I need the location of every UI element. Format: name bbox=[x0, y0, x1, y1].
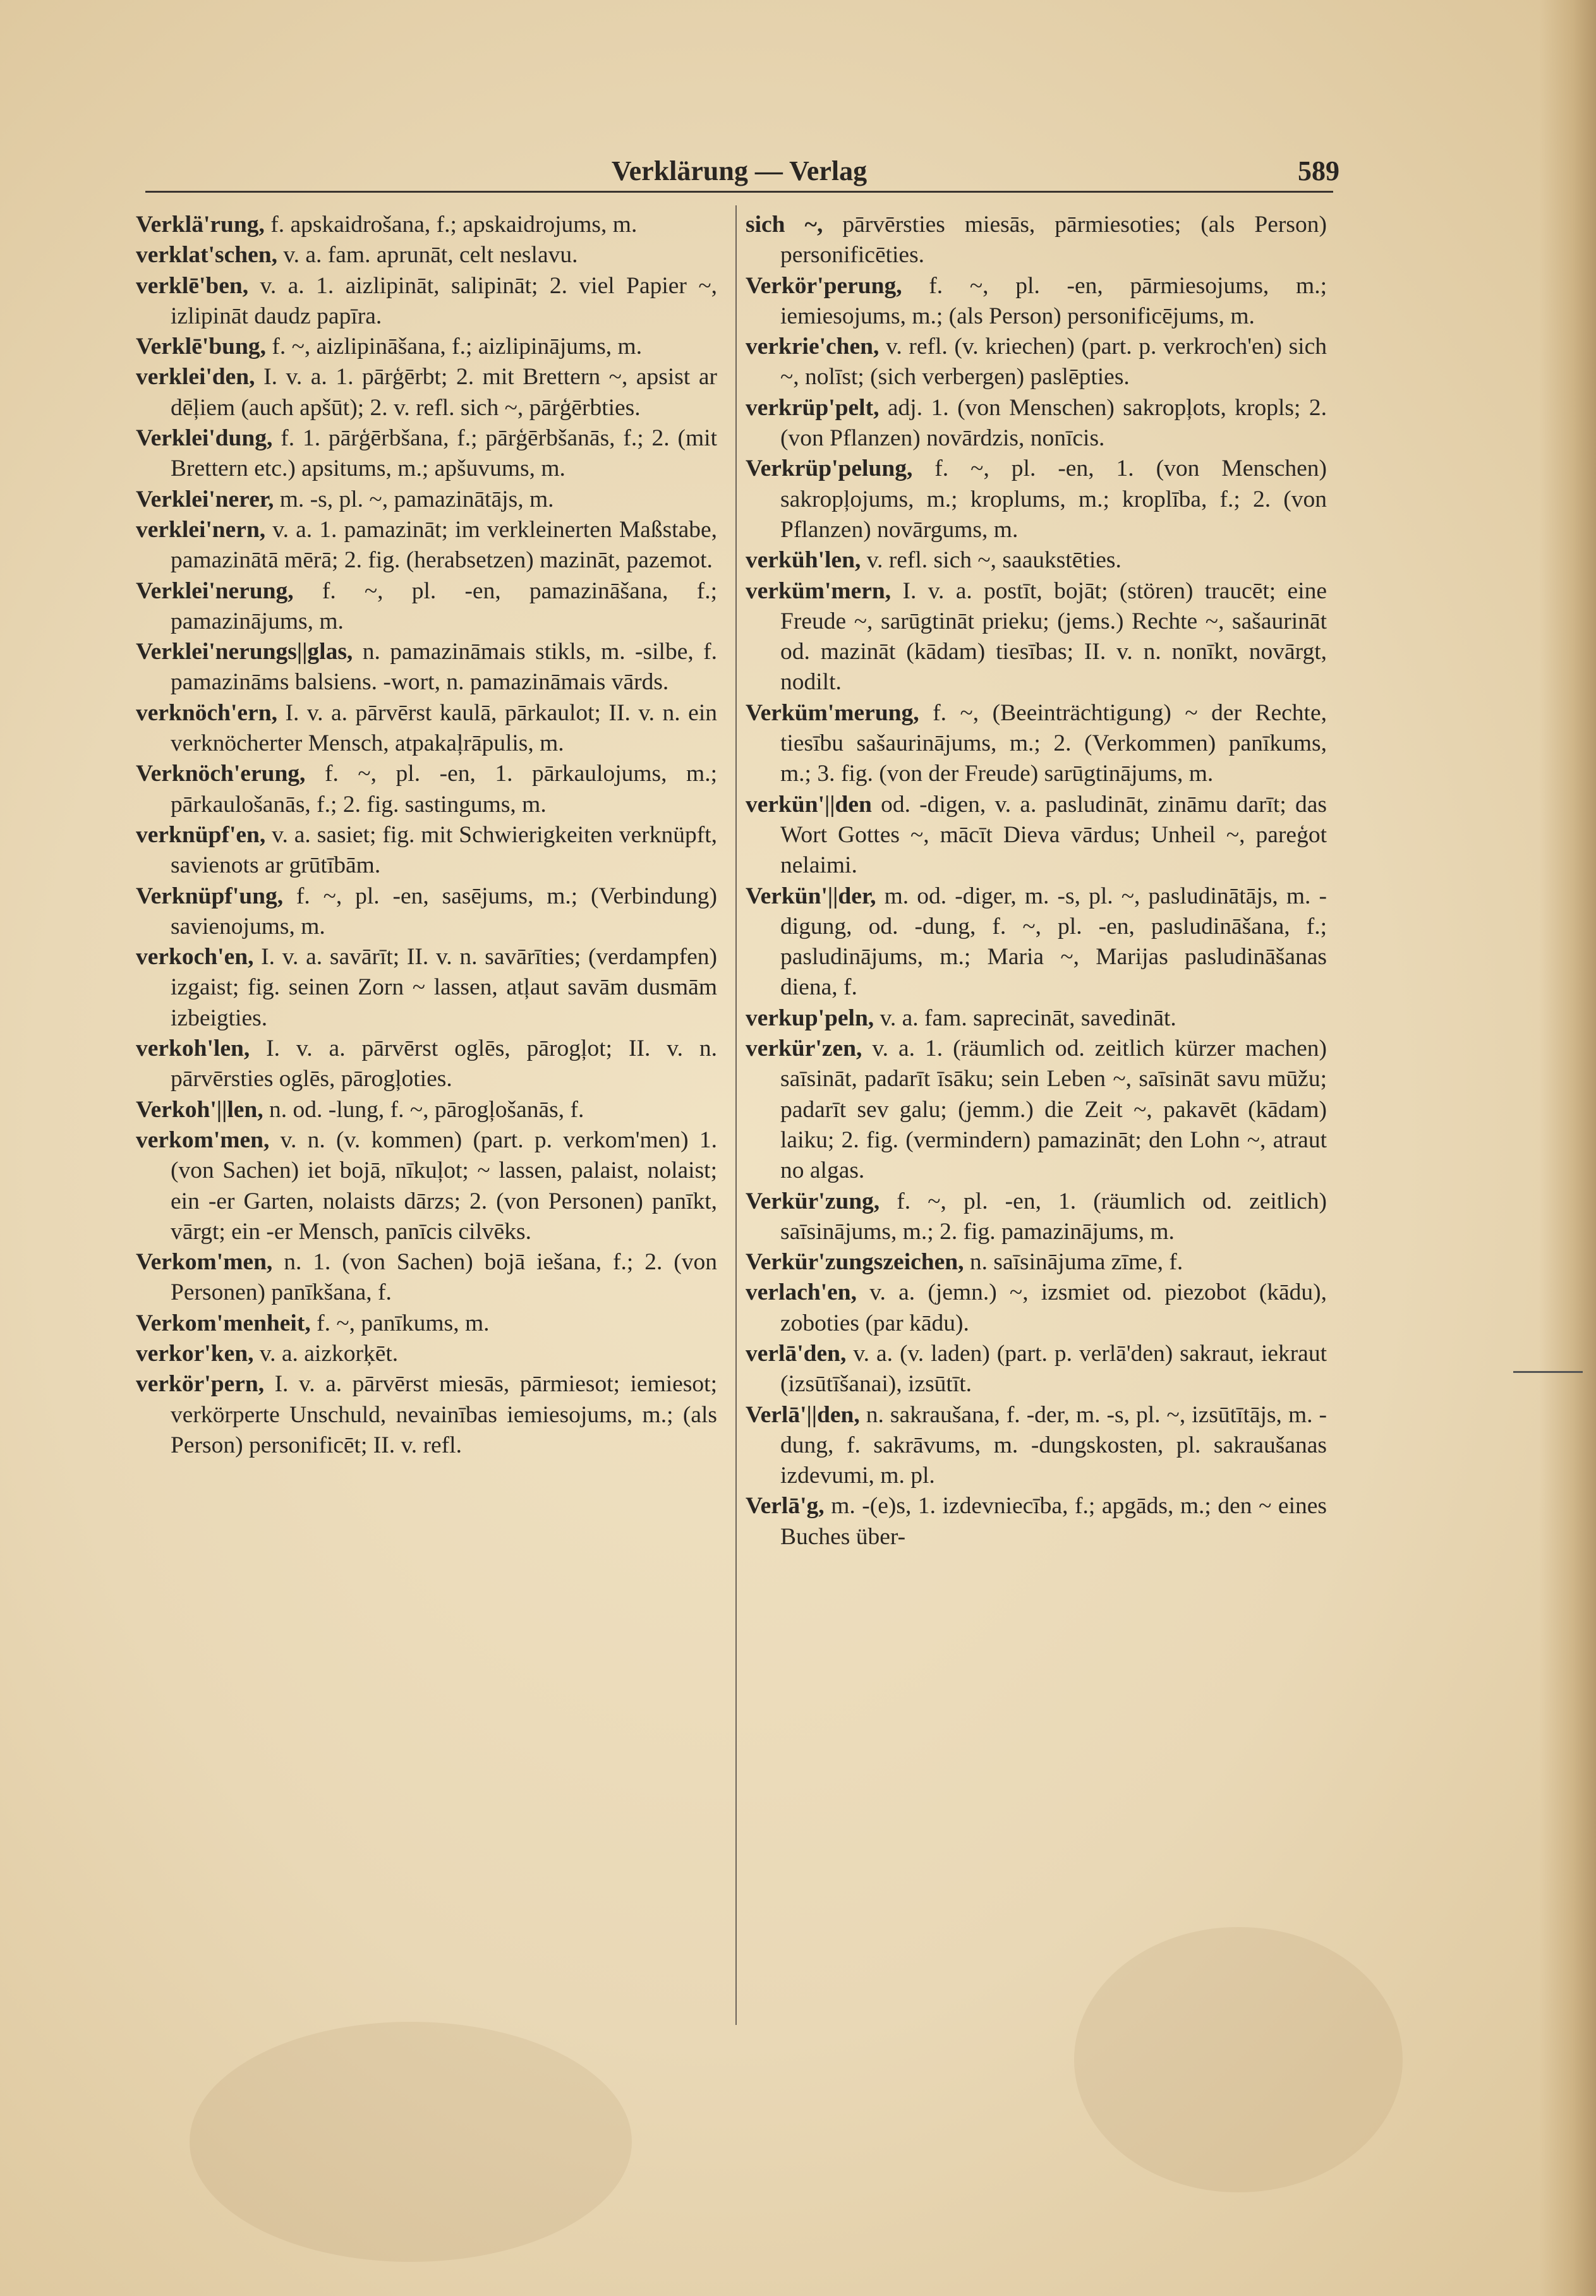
dictionary-entry bbox=[136, 1339, 717, 1369]
entry-headword: verkrie'chen, bbox=[746, 334, 880, 360]
entry-definition: f. ~, pl. -en, 1. (von Menschen) sakropļojums, m.; kroplums, m.; kroplība, f.; 2. (von Pflanzen) novārgums, m. bbox=[780, 456, 1327, 543]
dictionary-entry bbox=[136, 485, 717, 515]
entry-definition: n. 1. (von Sachen) bojā iešana, f.; 2. (von Personen) panīkšana, f. bbox=[171, 1249, 717, 1306]
right-column bbox=[746, 210, 1327, 1552]
entry-definition: pārvērsties miesās, pārmiesoties; (als Person) personificēties. bbox=[780, 212, 1327, 269]
entry-headword: Verklē'bung, bbox=[136, 334, 266, 360]
dictionary-entry bbox=[136, 210, 717, 240]
entry-headword: Verkom'menheit, bbox=[136, 1310, 311, 1336]
entry-definition: f. ~, pl. -en, sasējums, m.; (Verbindung) savienojums, m. bbox=[171, 883, 717, 940]
dictionary-entry bbox=[136, 576, 717, 637]
entry-headword: Verkür'zung, bbox=[746, 1188, 880, 1214]
entry-headword: Verkör'perung, bbox=[746, 272, 902, 299]
dictionary-entry bbox=[136, 1247, 717, 1308]
dictionary-entry bbox=[136, 271, 717, 332]
dictionary-entry bbox=[136, 1308, 717, 1339]
entry-definition: f. 1. pārģērbšana, f.; pārģērbšanās, f.; 2. (mit Brettern etc.) apsitums, m.; apšuvums, m. bbox=[171, 425, 717, 482]
entry-definition: f. ~, (Beeinträchtigung) ~ der Rechte, tiesību sašaurinājums, m.; 2. (Verkommen) panīkums, m.; 3. fig. (von der Freude) sarūgtinājums, m. bbox=[780, 699, 1327, 787]
entry-definition: f. ~, pl. -en, pamazināšana, f.; pamazinājums, m. bbox=[171, 577, 717, 634]
entry-definition: m. -(e)s, 1. izdevniecība, f.; apgāds, m.; den ~ eines Buches über- bbox=[780, 1493, 1327, 1550]
dictionary-entry bbox=[136, 759, 717, 820]
dictionary-entry bbox=[136, 1369, 717, 1461]
dictionary-entry bbox=[746, 393, 1327, 454]
entry-headword: verlā'den, bbox=[746, 1340, 847, 1367]
dictionary-entry bbox=[746, 698, 1327, 790]
running-head-title: Verklärung — Verlag bbox=[611, 155, 868, 186]
dictionary-entry bbox=[136, 423, 717, 485]
entry-headword: Verlā'g, bbox=[746, 1493, 825, 1520]
entry-definition: n. pamazināmais stikls, m. -silbe, f. pamazināms balsiens. -wort, n. pamazināmais vārds. bbox=[171, 639, 717, 696]
column-divider bbox=[735, 205, 737, 2025]
entry-definition: v. a. (v. laden) (part. p. verlā'den) sakraut, iekraut (izsūtīšanai), izsūtīt. bbox=[780, 1340, 1327, 1398]
dictionary-entry bbox=[746, 576, 1327, 698]
entry-definition: f. ~, pl. -en, 1. (räumlich od. zeitlich) saīsinājums, m.; 2. fig. pamazinājums, m. bbox=[780, 1188, 1327, 1245]
entry-headword: Verklei'nerungs||glas, bbox=[136, 639, 353, 665]
entry-headword: Verklä'rung, bbox=[136, 212, 265, 238]
entry-headword: Verkom'men, bbox=[136, 1249, 273, 1276]
entry-headword: verkür'zen, bbox=[746, 1036, 862, 1062]
dictionary-entry bbox=[136, 515, 717, 576]
entry-definition: m. od. -diger, m. -s, pl. ~, pasludinātājs, m. -digung, od. -dung, f. ~, pl. -en, pasludināšana, f.; pasludinājums, m.; Maria ~, Marijas pasludināšanas diena, f. bbox=[780, 883, 1327, 1001]
entry-headword: verkün'||den bbox=[746, 791, 872, 818]
dictionary-entry bbox=[746, 1278, 1327, 1339]
entry-definition: v. a. 1. aizlipināt, salipināt; 2. viel Papier ~, izlipināt daudz papīra. bbox=[171, 272, 717, 329]
entry-definition: v. a. 1. pamazināt; im verkleinerten Maßstabe, pamazinātā mērā; 2. fig. (herabsetzen) mazināt, pazemot. bbox=[171, 516, 717, 574]
entry-headword: verkör'pern, bbox=[136, 1371, 265, 1398]
dictionary-entry bbox=[746, 1187, 1327, 1248]
dictionary-entry bbox=[136, 1125, 717, 1247]
entry-headword: verküh'len, bbox=[746, 547, 861, 574]
dictionary-entry bbox=[746, 332, 1327, 393]
entry-definition: f. ~, pl. -en, 1. pārkaulojums, m.; pārkaulošanās, f.; 2. fig. sastingums, m. bbox=[171, 761, 717, 818]
entry-definition: I. v. a. postīt, bojāt; (stören) traucēt; eine Freude ~, sarūgtināt prieku; (jems.) Rechte ~, sašaurināt od. mazināt (kādam) tiesības; II. v. n. nonīkt, novārgt, nodilt. bbox=[780, 577, 1327, 696]
entry-headword: Verkür'zungszeichen, bbox=[746, 1249, 964, 1276]
entry-headword: sich ~, bbox=[746, 212, 823, 238]
entry-headword: Verklei'nerung, bbox=[136, 577, 294, 604]
left-column bbox=[136, 210, 717, 1461]
entry-definition: I. v. a. pārvērst miesās, pārmiesot; iemiesot; verkörperte Unschuld, nevainības iemiesojums, m.; (als Person) personificēt; II. v. refl. bbox=[171, 1371, 717, 1458]
entry-definition: v. n. (v. kommen) (part. p. verkom'men) 1. (von Sachen) iet bojā, nīkuļot; ~ lassen, palaist, nolaist; ein -er Garten, nolaists dārzs; 2. (von Personen) panīkt, vārgt; ein -er Mensch, panīcis cilvēks. bbox=[171, 1127, 717, 1245]
dictionary-entry bbox=[746, 1034, 1327, 1186]
margin-mark bbox=[1513, 1371, 1583, 1373]
dictionary-entry bbox=[136, 881, 717, 943]
dictionary-entry bbox=[136, 637, 717, 698]
entry-headword: verklat'schen, bbox=[136, 242, 277, 269]
header-rule bbox=[145, 191, 1333, 193]
entry-headword: Verkün'||der, bbox=[746, 883, 876, 909]
entry-definition: v. refl. sich ~, saaukstēties. bbox=[861, 547, 1121, 574]
entry-definition: v. a. fam. aprunāt, celt neslavu. bbox=[277, 242, 578, 269]
entry-headword: Verknöch'erung, bbox=[136, 761, 306, 787]
dictionary-entry bbox=[746, 1400, 1327, 1492]
dictionary-entry bbox=[746, 881, 1327, 1003]
entry-headword: verkor'ken, bbox=[136, 1340, 254, 1367]
page-edge bbox=[1539, 0, 1596, 2296]
entry-headword: verknöch'ern, bbox=[136, 699, 277, 726]
entry-headword: verküm'mern, bbox=[746, 577, 892, 604]
dictionary-entry bbox=[136, 1034, 717, 1095]
entry-definition: adj. 1. (von Menschen) sakropļots, kropls; 2. (von Pflanzen) novārdzis, nonīcis. bbox=[780, 394, 1327, 452]
entry-headword: Verlā'||den, bbox=[746, 1401, 860, 1428]
entry-definition: v. refl. (v. kriechen) (part. p. verkroch'en) sich ~, nolīst; (sich verbergen) paslēpties. bbox=[780, 334, 1327, 390]
entry-headword: Verknüpf'ung, bbox=[136, 883, 284, 909]
entry-definition: I. v. a. savārīt; II. v. n. savārīties; (verdampfen) izgaist; fig. seinen Zorn ~ lassen, atļaut savām dusmām izbeigties. bbox=[171, 944, 717, 1031]
entry-definition: n. od. -lung, f. ~, pārogļošanās, f. bbox=[263, 1096, 584, 1123]
entry-definition: od. -digen, v. a. pasludināt, zināmu darīt; das Wort Gottes ~, mācīt Dieva vārdus; Unheil ~, pareģot nelaimi. bbox=[780, 791, 1327, 879]
entry-definition: v. a. (jemn.) ~, izsmiet od. piezobot (kādu), zoboties (par kādu). bbox=[780, 1279, 1327, 1336]
dictionary-entry bbox=[136, 332, 717, 362]
dictionary-entry bbox=[136, 1095, 717, 1125]
dictionary-entry bbox=[746, 454, 1327, 545]
entry-headword: Verkoh'||len, bbox=[136, 1096, 263, 1123]
dictionary-entry bbox=[746, 1339, 1327, 1400]
entry-headword: Verklei'nerer, bbox=[136, 486, 274, 512]
entry-definition: f. apskaidrošana, f.; apskaidrojums, m. bbox=[264, 212, 638, 238]
entry-headword: verkrüp'pelt, bbox=[746, 394, 880, 421]
dictionary-entry bbox=[746, 210, 1327, 271]
entry-headword: verkoh'len, bbox=[136, 1036, 250, 1062]
entry-headword: Verkrüp'pelung, bbox=[746, 456, 913, 482]
entry-headword: verklē'ben, bbox=[136, 272, 249, 299]
dictionary-entry bbox=[136, 820, 717, 881]
dictionary-entry bbox=[746, 790, 1327, 881]
entry-definition: I. v. a. pārvērst oglēs, pārogļot; II. v. n. pārvērsties oglēs, pārogļoties. bbox=[171, 1036, 717, 1092]
dictionary-entry bbox=[746, 1491, 1327, 1552]
dictionary-entry bbox=[136, 240, 717, 270]
entry-headword: verlach'en, bbox=[746, 1279, 857, 1306]
dictionary-entry bbox=[746, 545, 1327, 576]
entry-definition: I. v. a. 1. pārģērbt; 2. mit Brettern ~, apsist ar dēļiem (auch apšūt); 2. v. refl. sich ~, pārģērbties. bbox=[171, 364, 717, 421]
entry-definition: m. -s, pl. ~, pamazinātājs, m. bbox=[274, 486, 554, 512]
entry-definition: f. ~, pl. -en, pārmiesojums, m.; iemiesojums, m.; (als Person) personificējums, m. bbox=[780, 272, 1327, 329]
dictionary-entry bbox=[136, 698, 717, 759]
page-number: 589 bbox=[1298, 155, 1339, 186]
entry-headword: verklei'nern, bbox=[136, 516, 266, 543]
dictionary-entry bbox=[746, 271, 1327, 332]
dictionary-entry bbox=[746, 1003, 1327, 1034]
entry-definition: n. sakraušana, f. -der, m. -s, pl. ~, izsūtītājs, m. -dung, f. sakrāvums, m. -dungskosten, pl. sakraušanas izdevumi, m. pl. bbox=[780, 1401, 1327, 1489]
dictionary-entry bbox=[746, 1247, 1327, 1278]
entry-headword: verkup'peln, bbox=[746, 1005, 874, 1031]
paper-stain bbox=[190, 2022, 632, 2262]
entry-definition: f. ~, panīkums, m. bbox=[310, 1310, 490, 1336]
entry-definition: n. saīsinājuma zīme, f. bbox=[964, 1249, 1183, 1276]
dictionary-entry bbox=[136, 942, 717, 1034]
entry-headword: verklei'den, bbox=[136, 364, 255, 390]
entry-headword: verkoch'en, bbox=[136, 944, 254, 970]
entry-headword: Verklei'dung, bbox=[136, 425, 273, 452]
entry-definition: I. v. a. pārvērst kaulā, pārkaulot; II. v. n. ein verknöcherter Mensch, atpakaļrāpulis, m. bbox=[171, 699, 717, 757]
entry-headword: verknüpf'en, bbox=[136, 821, 266, 848]
entry-definition: f. ~, aizlipināšana, f.; aizlipinājums, m. bbox=[265, 334, 643, 360]
entry-headword: Verküm'merung, bbox=[746, 699, 919, 726]
entry-definition: v. a. fam. saprecināt, savedināt. bbox=[874, 1005, 1176, 1031]
paper-stain bbox=[1074, 1927, 1403, 2192]
entry-definition: v. a. aizkorķēt. bbox=[253, 1340, 399, 1367]
dictionary-entry bbox=[136, 362, 717, 423]
entry-headword: verkom'men, bbox=[136, 1127, 270, 1153]
entry-definition: v. a. sasiet; fig. mit Schwierigkeiten verknüpft, savienots ar grūtībām. bbox=[171, 821, 717, 879]
entry-definition: v. a. 1. (räumlich od. zeitlich kürzer machen) saīsināt, padarīt īsāku; sein Leben ~, saīsināt savu mūžu; padarīt sev galu; (jemm.) die Zeit ~, pakavēt (kādam) laiku; 2. fig. (vermindern) pamazināt; den Lohn ~, atraut no algas. bbox=[780, 1036, 1327, 1184]
